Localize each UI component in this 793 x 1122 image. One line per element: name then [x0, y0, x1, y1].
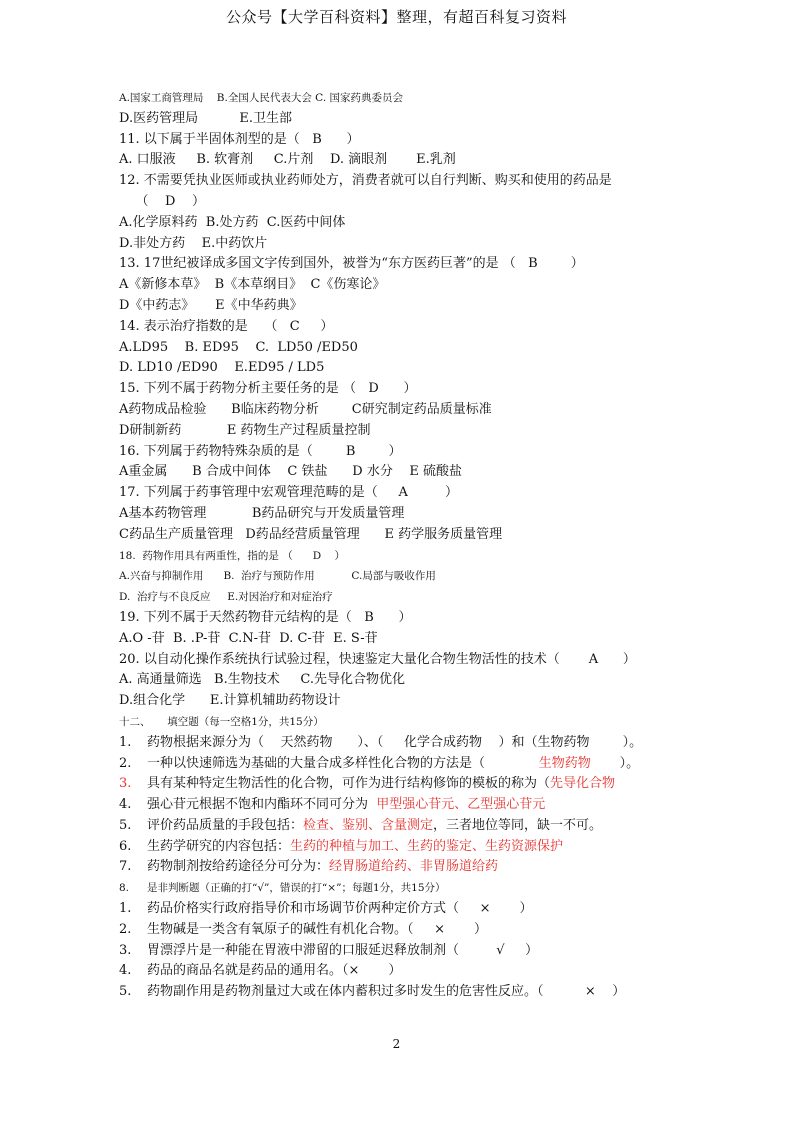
item-number: 5.: [119, 817, 132, 833]
line-text-tail: ，三者地位等同，缺一不可。: [433, 817, 603, 833]
text-line: [119, 899, 679, 920]
text-line: [119, 150, 679, 171]
text-line: [119, 670, 679, 691]
line-text: 一种以快速筛选为基础的大量合成多样性化合物的方法是（: [147, 755, 539, 771]
line-text: 药物根据来源分为（ 天然药物 ）、（ 化学合成药物 ）和（生物药物 ）。: [147, 734, 643, 750]
line-text: 药物制剂按给药途径分可分为：: [147, 859, 330, 875]
item-number: 2.: [119, 755, 132, 771]
text-line: [119, 379, 679, 400]
line-text: D研制新药 E 药物生产过程质量控制: [119, 422, 371, 438]
line-text: 生物碱是一类含有氧原子的碱性有机化合物。（ × ）: [147, 921, 487, 937]
line-text: A药物成品检验 B临床药物分析 C研究制定药品质量标准: [119, 401, 492, 417]
line-text: 18. 药物作用具有两重性，指的是 （ D ）: [119, 549, 346, 562]
line-text: 14. 表示治疗指数的是 （ C ）: [119, 318, 334, 334]
item-number: 7.: [119, 859, 132, 875]
answer-text: 检查、鉴别、含量测定: [303, 817, 434, 833]
text-line: [119, 546, 679, 567]
text-line: [119, 712, 679, 733]
line-text: D.非处方药 E.中药饮片: [119, 235, 268, 251]
line-text: A基本药物管理 B药品研究与开发质量管理: [119, 505, 405, 521]
line-text: D. 治疗与不良反应 E.对因治疗和对症治疗: [119, 591, 333, 604]
answer-text: 经胃肠道给药、非胃肠道给药: [329, 859, 499, 875]
text-line: [119, 254, 679, 275]
line-text: 评价药品质量的手段包括：: [147, 817, 304, 833]
text-line: [119, 88, 679, 109]
line-text: A.兴奋与抑制作用 B. 治疗与预防作用 C.局部与吸收作用: [119, 570, 436, 583]
line-text: 药品的商品名就是药品的通用名。（× ）: [147, 963, 402, 979]
text-line: [119, 421, 679, 442]
item-number: 3.: [119, 942, 132, 958]
line-text: A.O -苷 B. .P-苷 C.N-苷 D. C-苷 E. S-苷: [119, 630, 378, 646]
text-line: [119, 816, 679, 837]
text-line: [119, 525, 679, 546]
line-text: 是非判断题（正确的打“√”，错误的打“×”；每题1分，共15分）: [147, 882, 446, 895]
line-text: 生药学研究的内容包括：: [147, 838, 291, 854]
item-number: 2.: [119, 921, 132, 937]
line-text: 具有某种特定生物活性的化合物，可作为进行结构修饰的模板的称为（: [147, 776, 551, 792]
text-line: [119, 961, 679, 982]
line-text: A重金属 B 合成中间体 C 铁盐 D 水分 E 硫酸盐: [119, 464, 462, 480]
item-number: 6.: [119, 838, 132, 854]
text-line: [119, 130, 679, 151]
text-line: [119, 941, 679, 962]
line-text: A. 高通量筛选 B.生物技术 C.先导化合物优化: [119, 672, 406, 688]
text-line: [119, 920, 679, 941]
text-line: [119, 296, 679, 317]
page-header: 公众号【大学百科资料】整理，有超百科复习资料: [225, 8, 567, 26]
answer-text: 生物药物: [538, 755, 591, 771]
line-text: D.医药管理局 E.卫生部: [119, 110, 293, 126]
text-line: [119, 774, 679, 795]
line-text: 15. 下列不属于药物分析主要任务的是 （ D ）: [119, 381, 417, 397]
line-text: D. LD10 /ED90 E.ED95 / LD5: [119, 360, 325, 376]
answer-text: 先导化合物: [550, 776, 616, 792]
line-text: 20. 以自动化操作系统执行试验过程，快速鉴定大量化合物生物活性的技术（ A ）: [119, 651, 636, 667]
text-line: [119, 192, 679, 213]
line-text-tail: ）。: [590, 755, 640, 771]
text-line: [119, 795, 679, 816]
line-text: 十二、 填空题（每一空格1分，共15分）: [119, 715, 324, 728]
item-number: 1.: [119, 734, 132, 750]
text-line: [119, 275, 679, 296]
line-text: 17. 下列属于药事管理中宏观管理范畴的是（ A ）: [119, 485, 459, 501]
page-number: 2: [392, 1037, 401, 1051]
line-text: （ D ）: [119, 193, 206, 209]
text-line: [119, 317, 679, 338]
text-line: [119, 400, 679, 421]
text-line: [119, 483, 679, 504]
line-text: A《新修本草》 B《本草纲目》 C《伤寒论》: [119, 277, 386, 293]
text-line: [119, 504, 679, 525]
text-line: [119, 629, 679, 650]
item-number: 3.: [119, 776, 132, 792]
line-text: 16. 下列属于药物特殊杂质的是（ B ）: [119, 443, 402, 459]
text-line: [119, 109, 679, 130]
line-text: 11. 以下属于半固体剂型的是（ B ）: [119, 131, 360, 147]
text-line: [119, 857, 679, 878]
line-text: 药品价格实行政府指导价和市场调节价两种定价方式（ × ）: [147, 901, 533, 917]
line-text: 19. 下列不属于天然药物苷元结构的是（ B ）: [119, 609, 412, 625]
line-text: A.化学原料药 B.处方药 C.医药中间体: [119, 214, 346, 230]
answer-text: 甲型强心苷元、乙型强心苷元: [376, 797, 546, 813]
line-text: D《中药志》 E《中华药典》: [119, 297, 303, 313]
line-text: 药物副作用是药物剂量过大或在体内蓄积过多时发生的危害性反应。（ × ）: [147, 984, 626, 1000]
item-number: 5.: [119, 984, 132, 1000]
answer-text: 生药的种植与加工、生药的鉴定、生药资源保护: [290, 838, 564, 854]
text-line: [119, 566, 679, 587]
item-number: 4.: [119, 963, 132, 979]
text-line: [119, 754, 679, 775]
item-number: 8.: [119, 882, 130, 895]
text-line: [119, 691, 679, 712]
text-line: [119, 358, 679, 379]
line-text: 13. 17世纪被译成多国文字传到国外，被誉为“东方医药巨著”的是 （ B ）: [119, 256, 584, 272]
line-text: D.组合化学 E.计算机辅助药物设计: [119, 693, 341, 709]
text-line: [119, 608, 679, 629]
line-text: A.LD95 B. ED95 C. LD50 /ED50: [119, 339, 358, 355]
text-line: [119, 171, 679, 192]
text-line: [119, 234, 679, 255]
text-line: [119, 338, 679, 359]
line-text: C药品生产质量管理 D药品经营质量管理 E 药学服务质量管理: [119, 526, 503, 542]
line-text: 胃漂浮片是一种能在胃液中滞留的口服延迟释放制剂（ √ ）: [147, 942, 539, 958]
text-line: [119, 878, 679, 899]
line-text: A.国家工商管理局 B.全国人民代表大会 C. 国家药典委员会: [119, 92, 403, 104]
question-list: [119, 88, 679, 1003]
item-number: 4.: [119, 797, 132, 813]
text-line: [119, 462, 679, 483]
text-line: [119, 587, 679, 608]
text-line: [119, 733, 679, 754]
text-line: [119, 650, 679, 671]
item-number: 1.: [119, 901, 132, 917]
text-line: [119, 982, 679, 1003]
line-text: 12. 不需要凭执业医师或执业药师处方，消费者就可以自行判断、购买和使用的药品是: [119, 173, 612, 189]
line-text: 强心苷元根据不饱和内酯环不同可分为: [147, 797, 377, 813]
text-line: [119, 442, 679, 463]
text-line: [119, 837, 679, 858]
line-text: A. 口服液 B. 软膏剂 C.片剂 D. 滴眼剂 E.乳剂: [119, 152, 456, 168]
text-line: [119, 213, 679, 234]
